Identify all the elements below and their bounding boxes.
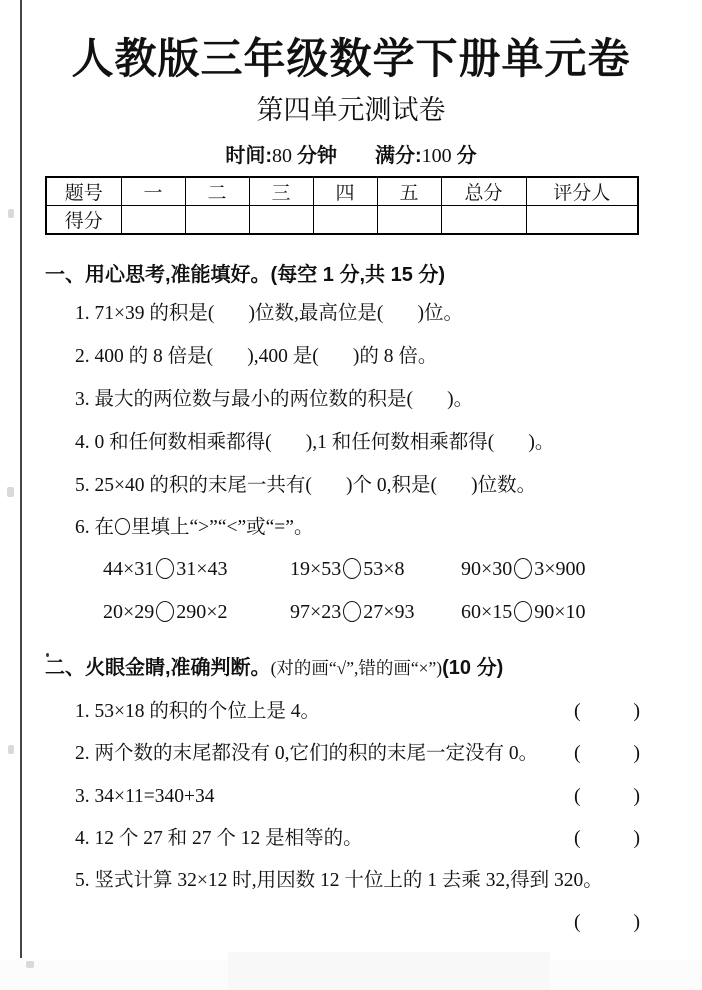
header-cell-1: 一 bbox=[121, 177, 185, 206]
paren-close: ) bbox=[633, 742, 640, 764]
question-2-1 bbox=[75, 700, 640, 723]
answer-parens bbox=[574, 785, 640, 808]
question-2-2 bbox=[75, 742, 640, 765]
compare-left: 19×53 bbox=[290, 558, 342, 580]
page-title: 人教版三年级数学下册单元卷 bbox=[71, 37, 631, 83]
header-cell-2: 二 bbox=[185, 177, 249, 206]
comparison-row-2 bbox=[45, 601, 640, 631]
scan-speck bbox=[8, 209, 14, 218]
question-2-5 bbox=[75, 869, 640, 892]
header-cell-question-number: 题号 bbox=[46, 177, 121, 206]
circle-blank-icon bbox=[514, 558, 532, 579]
question-1-4: 4. 0 和任何数相乘都得( ),1 和任何数相乘都得( )。 bbox=[75, 432, 555, 453]
comparison-row-1 bbox=[45, 558, 640, 588]
compare-right: 290×2 bbox=[176, 601, 228, 623]
answer-parens bbox=[574, 742, 640, 765]
page-subtitle: 第四单元测试卷 bbox=[256, 95, 446, 125]
circle-blank-icon bbox=[343, 558, 361, 579]
header-cell-total: 总分 bbox=[441, 177, 526, 206]
header-cell-3: 三 bbox=[249, 177, 313, 206]
circle-blank-icon bbox=[343, 601, 361, 622]
question-1-6-suffix: 里填上“>”“<”或“=”。 bbox=[131, 517, 314, 538]
comparison-item bbox=[103, 601, 228, 624]
scan-speck bbox=[26, 961, 34, 968]
paren-open: ( bbox=[574, 742, 581, 764]
paren-close: ) bbox=[633, 827, 640, 849]
score-cell-empty bbox=[185, 206, 249, 235]
circle-blank-icon bbox=[156, 601, 174, 622]
score-row-label: 得分 bbox=[46, 206, 121, 235]
compare-right: 3×900 bbox=[534, 558, 586, 580]
section-2-heading-main: 二、火眼金睛,准确判断。 bbox=[45, 657, 271, 679]
answer-parens bbox=[574, 700, 640, 723]
scan-speck bbox=[8, 745, 14, 754]
comparison-item bbox=[290, 558, 405, 581]
compare-right: 27×93 bbox=[363, 601, 415, 623]
full-score-label: 满分: bbox=[375, 145, 422, 167]
section-2-heading-note: (对的画“√”,错的画“×”) bbox=[270, 658, 443, 678]
question-text: 3. 34×11=340+34 bbox=[75, 786, 215, 807]
score-cell-empty bbox=[377, 206, 441, 235]
compare-right: 90×10 bbox=[534, 601, 586, 623]
question-1-6-prefix: 6. 在 bbox=[75, 517, 115, 538]
comparison-item bbox=[461, 558, 586, 581]
time-unit: 分钟 bbox=[297, 145, 337, 167]
question-1-2: 2. 400 的 8 倍是( ),400 是( )的 8 倍。 bbox=[75, 346, 438, 367]
score-cell-empty bbox=[121, 206, 185, 235]
paren-open: ( bbox=[574, 785, 581, 807]
question-2-5-answer-line bbox=[75, 911, 640, 934]
score-cell-empty bbox=[313, 206, 377, 235]
section-1-heading: 一、用心思考,准能填好。(每空 1 分,共 15 分) bbox=[45, 264, 446, 286]
circle-blank-icon bbox=[115, 518, 130, 535]
full-score-value: 100 bbox=[421, 145, 452, 167]
comparison-item bbox=[290, 601, 415, 624]
scan-speck bbox=[7, 487, 14, 497]
question-1-6 bbox=[75, 516, 313, 539]
question-text: 1. 53×18 的积的个位上是 4。 bbox=[75, 701, 320, 722]
comparison-item bbox=[461, 601, 586, 624]
compare-left: 97×23 bbox=[290, 601, 342, 623]
question-text: 2. 两个数的末尾都没有 0,它们的积的末尾一定没有 0。 bbox=[75, 743, 539, 764]
score-cell-empty bbox=[441, 206, 526, 235]
question-2-4 bbox=[75, 827, 640, 850]
question-1-1: 1. 71×39 的积是( )位数,最高位是( )位。 bbox=[75, 303, 463, 324]
scan-shadow bbox=[228, 952, 550, 990]
compare-left: 60×15 bbox=[461, 601, 513, 623]
question-2-3 bbox=[75, 785, 640, 808]
score-cell-empty bbox=[249, 206, 313, 235]
comparison-item bbox=[103, 558, 228, 581]
time-label: 时间: bbox=[225, 145, 272, 167]
header-cell-5: 五 bbox=[377, 177, 441, 206]
circle-blank-icon bbox=[156, 558, 174, 579]
header-cell-4: 四 bbox=[313, 177, 377, 206]
score-table-score-row bbox=[46, 206, 638, 235]
paren-open: ( bbox=[574, 827, 581, 849]
paren-close: ) bbox=[633, 785, 640, 807]
compare-left: 20×29 bbox=[103, 601, 155, 623]
circle-blank-icon bbox=[514, 601, 532, 622]
paren-open: ( bbox=[574, 700, 581, 722]
compare-right: 53×8 bbox=[363, 558, 405, 580]
compare-right: 31×43 bbox=[176, 558, 228, 580]
compare-left: 44×31 bbox=[103, 558, 155, 580]
question-1-5: 5. 25×40 的积的末尾一共有( )个 0,积是( )位数。 bbox=[75, 475, 537, 496]
question-text: 5. 竖式计算 32×12 时,用因数 12 十位上的 1 去乘 32,得到 320。 bbox=[75, 870, 603, 891]
score-table-header-row bbox=[46, 177, 638, 206]
compare-left: 90×30 bbox=[461, 558, 513, 580]
answer-parens bbox=[574, 827, 640, 850]
answer-parens bbox=[574, 911, 640, 934]
question-text: 4. 12 个 27 和 27 个 12 是相等的。 bbox=[75, 828, 363, 849]
section-2-heading-score: (10 分) bbox=[442, 657, 504, 679]
section-2-heading bbox=[45, 651, 503, 680]
paren-close: ) bbox=[633, 700, 640, 722]
score-table bbox=[45, 176, 639, 235]
time-value: 80 bbox=[272, 145, 292, 167]
full-score-unit: 分 bbox=[456, 145, 477, 167]
exam-meta bbox=[0, 139, 702, 168]
header-cell-grader: 评分人 bbox=[526, 177, 638, 206]
question-1-3: 3. 最大的两位数与最小的两位数的积是( )。 bbox=[75, 389, 474, 410]
score-cell-empty bbox=[526, 206, 638, 235]
paren-open: ( bbox=[574, 911, 581, 933]
paren-close: ) bbox=[633, 911, 640, 933]
